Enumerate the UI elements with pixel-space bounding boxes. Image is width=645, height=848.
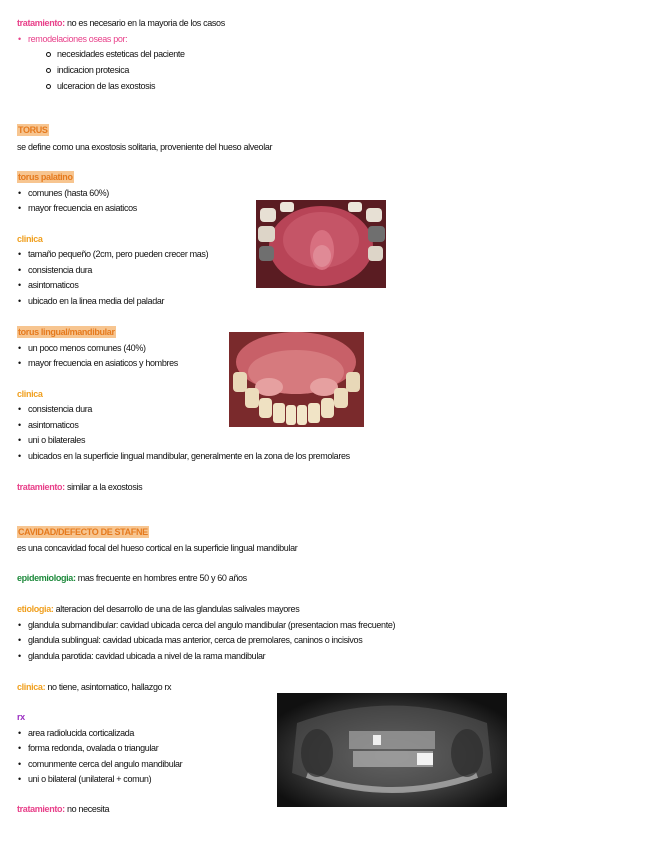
list-item: • mayor frecuencia en asiaticos y hombres	[28, 357, 178, 369]
list-item: • glandula parotida: cavidad ubicada a nivel de la rama mandibular	[28, 650, 265, 662]
stafne-definition: es una concavidad focal del hueso cortical en la superficie lingual mandibular	[17, 543, 298, 553]
torus-mandibular-photo	[229, 332, 364, 427]
remodel-label: • remodelaciones oseas por:	[28, 33, 127, 45]
reason-item: indicacion protesica	[57, 65, 130, 75]
list-item: • mayor frecuencia en asiaticos	[28, 202, 137, 214]
list-item: • glandula sublingual: cavidad ubicada mas anterior, cerca de premolares, caninos o incisivos	[28, 634, 362, 646]
clinic-label: clinica	[17, 389, 43, 399]
treatment-label: tratamiento:	[17, 804, 65, 814]
list-item: • comunmente cerca del angulo mandibular	[28, 758, 182, 770]
list-item: • un poco menos comunes (40%)	[28, 342, 146, 354]
etiology-text: alteracion del desarrollo de una de las glandulas salivales mayores	[53, 604, 300, 614]
treatment-text: no es necesario en la mayoria de los casos	[64, 18, 225, 28]
list-item: • tamaño pequeño (2cm, pero pueden crecer mas)	[28, 248, 208, 260]
torus-mandibular-heading: torus lingual/mandibular	[18, 327, 115, 337]
panoramic-xray-image	[277, 693, 507, 807]
treatment-label: tratamiento:	[17, 482, 65, 492]
etiology-label: etiologia:	[17, 604, 54, 614]
treatment-label: tratamiento:	[17, 18, 65, 28]
stafne-heading: CAVIDAD/DEFECTO DE STAFNE	[18, 527, 148, 537]
torus-heading: TORUS	[18, 125, 48, 135]
stafne-clinic-line	[17, 681, 171, 693]
treatment-text: no necesita	[64, 804, 110, 814]
etiology-line	[17, 603, 299, 615]
exostosis-treatment-line	[17, 17, 225, 29]
list-item: • glandula submandibular: cavidad ubicada cerca del angulo mandibular (presentacion mas frecuente)	[28, 619, 395, 631]
rx-label: rx	[17, 712, 25, 722]
list-item: • forma redonda, ovalada o triangular	[28, 742, 158, 754]
list-item: • uni o bilaterales	[28, 434, 85, 446]
epidemiology-label: epidemiologia:	[17, 573, 76, 583]
list-item: • ubicado en la linea media del paladar	[28, 295, 164, 307]
list-item: • ubicados en la superficie lingual mandibular, generalmente en la zona de los premolares	[28, 450, 350, 462]
reason-item: necesidades esteticas del paciente	[57, 49, 185, 59]
clinic-label: clinica	[17, 234, 43, 244]
reason-item: ulceracion de las exostosis	[57, 81, 156, 91]
torus-treatment-line	[17, 481, 142, 493]
list-item: • comunes (hasta 60%)	[28, 187, 109, 199]
epidemiology-line	[17, 572, 247, 584]
list-item: • consistencia dura	[28, 403, 92, 415]
list-item: • uni o bilateral (unilateral + comun)	[28, 773, 151, 785]
torus-definition: se define como una exostosis solitaria, proveniente del hueso alveolar	[17, 142, 273, 152]
epidemiology-text: mas frecuente en hombres entre 50 y 60 años	[75, 573, 247, 583]
torus-palatino-heading: torus palatino	[18, 172, 73, 182]
list-item: • asintomaticos	[28, 419, 78, 431]
list-item: • consistencia dura	[28, 264, 92, 276]
list-item: • asintomaticos	[28, 279, 78, 291]
list-item: • area radiolucida corticalizada	[28, 727, 134, 739]
stafne-treatment-line	[17, 803, 109, 815]
clinic-text: no tiene, asintomatico, hallazgo rx	[45, 682, 172, 692]
clinic-label: clinica:	[17, 682, 46, 692]
torus-palatino-photo	[256, 200, 386, 288]
treatment-text: similar a la exostosis	[64, 482, 143, 492]
